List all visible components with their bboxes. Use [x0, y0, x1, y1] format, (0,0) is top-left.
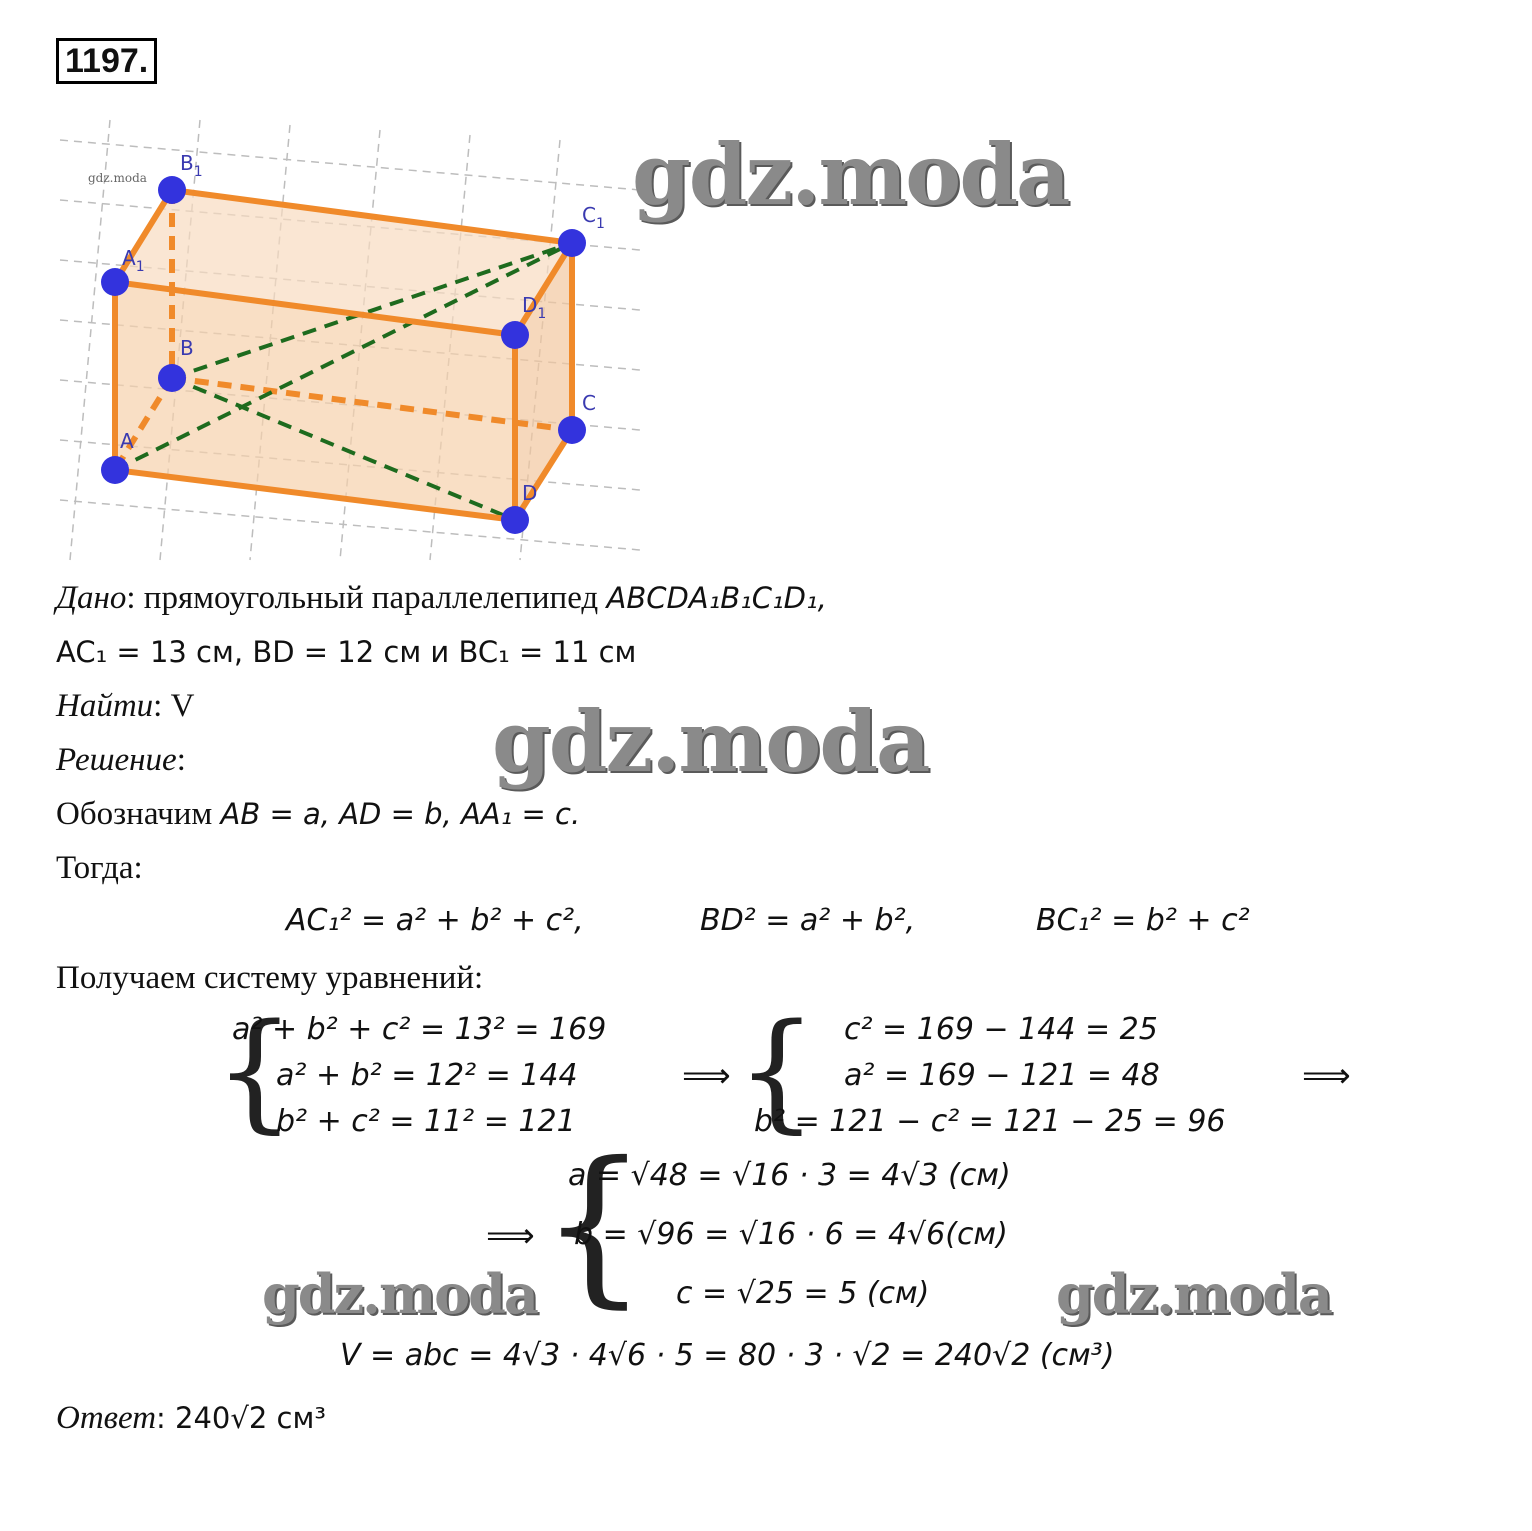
system3-eq1: a = √48 = √16 · 3 = 4√3 (см)	[568, 1158, 1011, 1193]
arrow-2: ⟹	[1302, 1056, 1351, 1096]
label-c1: $C_1$	[582, 203, 605, 232]
solution-colon: :	[176, 742, 186, 778]
label-b1: $B_1$	[180, 151, 203, 180]
answer-line	[56, 1398, 326, 1438]
vertex-a	[101, 456, 129, 484]
find-line	[56, 686, 194, 726]
find-label: Найти	[56, 688, 154, 724]
given-label: Дано	[56, 580, 127, 616]
then-line: Тогда:	[56, 850, 143, 886]
given-line	[56, 578, 827, 618]
system2-eq3: b² = 121 − c² = 121 − 25 = 96	[754, 1104, 1226, 1139]
watermark-bottom-right: gdz.moda	[1056, 1262, 1331, 1326]
system3-eq2: b = √96 = √16 · 6 = 4√6(см)	[574, 1217, 1008, 1252]
relation-bd: BD² = a² + b²,	[700, 903, 916, 938]
find-text: : V	[153, 688, 195, 724]
vertex-c1	[558, 229, 586, 257]
given-text: : прямоугольный параллелепипед	[126, 580, 607, 616]
vertex-d	[501, 506, 529, 534]
system1-eq1: a² + b² + c² = 13² = 169	[232, 1012, 607, 1047]
vertex-b	[158, 364, 186, 392]
label-d: D	[522, 481, 538, 505]
watermark-top: gdz.moda	[632, 125, 1069, 224]
relation-ac1: AC₁² = a² + b² + c²,	[286, 903, 584, 938]
label-a: A	[120, 429, 134, 453]
system1-eq2: a² + b² = 12² = 144	[276, 1058, 578, 1093]
system2-brace: {	[736, 997, 818, 1146]
label-a1: $A_1$	[122, 246, 145, 275]
given-values: AC₁ = 13 см, BD = 12 см и BC₁ = 11 см	[56, 635, 637, 669]
answer-label: Ответ	[56, 1400, 157, 1436]
arrow-3: ⟹	[486, 1216, 535, 1256]
vertex-b1	[158, 176, 186, 204]
watermark-bottom-left: gdz.moda	[262, 1262, 537, 1326]
arrow-1: ⟹	[682, 1056, 731, 1096]
given-solid: ABCDA₁B₁C₁D₁,	[606, 581, 827, 615]
watermark-middle: gdz.moda	[492, 692, 929, 791]
figure-small-watermark: gdz.moda	[88, 171, 147, 185]
system2-eq2: a² = 169 − 121 = 48	[844, 1058, 1160, 1093]
problem-number: 1197.	[56, 38, 157, 84]
system3-eq3: c = √25 = 5 (см)	[676, 1276, 930, 1311]
solution-line	[56, 740, 186, 780]
denote-line	[56, 794, 580, 834]
system1-eq3: b² + c² = 11² = 121	[276, 1104, 576, 1139]
vertex-c	[558, 416, 586, 444]
solution-label: Решение	[56, 742, 177, 778]
relation-bc1: BC₁² = b² + c²	[1036, 903, 1250, 938]
vertex-d1	[501, 321, 529, 349]
denote-text: Обозначим	[56, 796, 221, 832]
volume-formula: V = abc = 4√3 · 4√6 · 5 = 80 · 3 · √2 = 240√2 (см³)	[340, 1338, 1115, 1373]
answer-text: : 240√2 см³	[156, 1401, 326, 1435]
system3-brace: {	[540, 1126, 649, 1324]
parallelepiped-figure	[0, 90, 660, 570]
label-b: B	[180, 336, 194, 360]
label-c: C	[582, 391, 596, 415]
system1-brace: {	[214, 997, 296, 1146]
denote-math: AB = a, AD = b, AA₁ = c.	[220, 797, 581, 831]
vertex-a1	[101, 268, 129, 296]
system-intro: Получаем систему уравнений:	[56, 960, 484, 996]
label-d1: $D_1$	[522, 293, 547, 322]
system2-eq1: c² = 169 − 144 = 25	[844, 1012, 1158, 1047]
